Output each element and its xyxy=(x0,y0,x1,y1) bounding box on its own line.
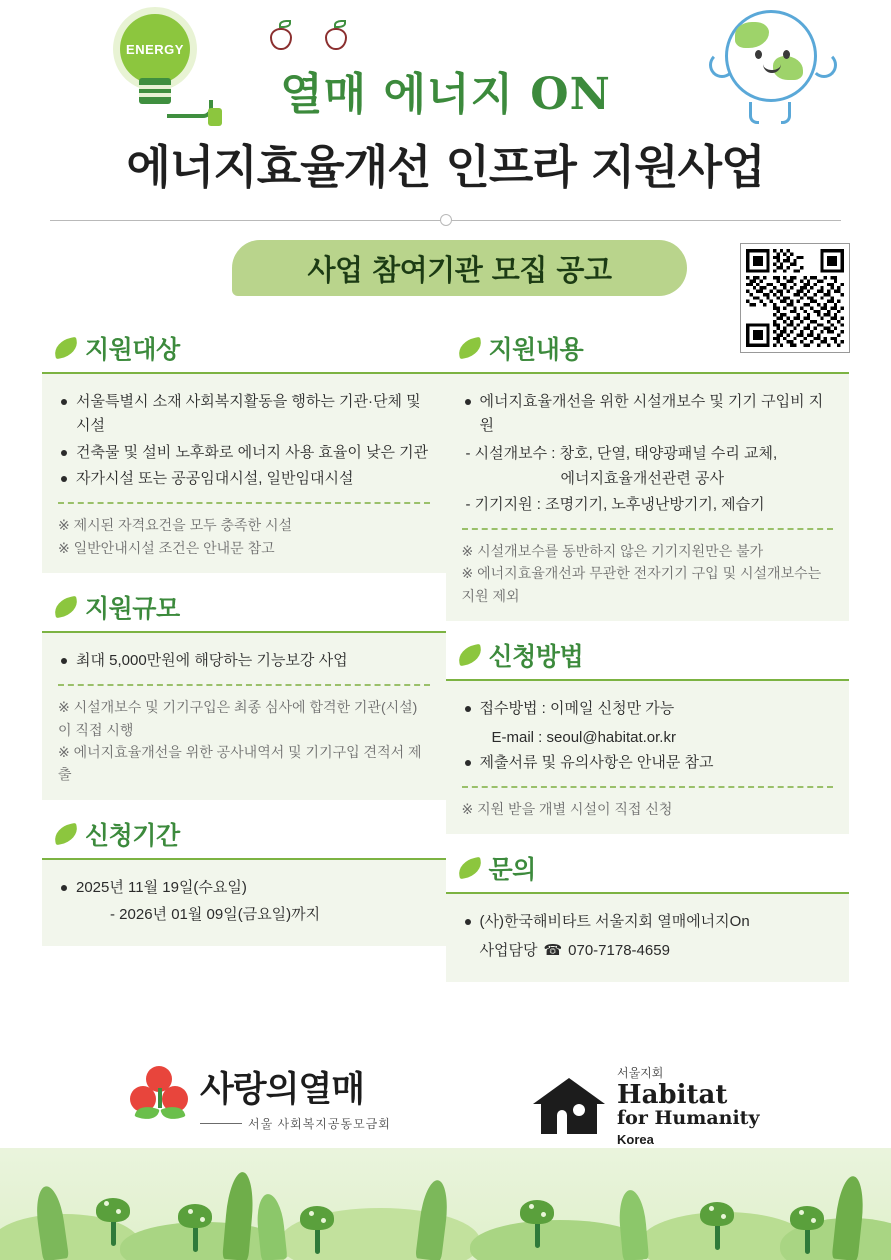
cherry-icon-right xyxy=(325,28,349,52)
list-item: 건축물 및 설비 노후화로 에너지 사용 효율이 낮은 기관 xyxy=(58,441,430,465)
bullet-list xyxy=(462,751,834,775)
habitat-branch: 서울지회 xyxy=(617,1066,664,1080)
bullet-list xyxy=(58,390,430,491)
content-columns xyxy=(0,330,891,998)
section-header xyxy=(42,816,446,852)
left-column xyxy=(42,330,446,998)
bullet-list xyxy=(58,649,430,673)
poster-header xyxy=(0,0,891,215)
support-content-detail-3: - 기기지원 : 조명기기, 노후냉난방기기, 제습기 xyxy=(465,495,765,513)
leaf-icon xyxy=(52,596,79,619)
section-apply-period xyxy=(42,816,446,946)
bottom-foliage-decoration xyxy=(0,1148,891,1260)
phone-icon: ☎ xyxy=(543,941,563,959)
section-inquiry xyxy=(446,850,850,981)
section-body xyxy=(446,892,850,981)
note-line: ※ 제시된 자격요건을 모두 충족한 시설 xyxy=(58,517,293,534)
poster-title-line1: 열매 에너지 ON xyxy=(280,69,611,120)
section-title: 지원내용 xyxy=(488,335,584,364)
section-support-content xyxy=(446,330,850,621)
note-line: ※ 에너지효율개선을 위한 공사내역서 및 기기구입 견적서 제출 xyxy=(58,744,422,783)
announcement-ribbon-label: 사업 참여기관 모집 공고 xyxy=(307,252,612,287)
inquiry-contact-label: 사업담당 xyxy=(479,941,538,959)
sprout-icon xyxy=(96,1200,130,1246)
bullet-list xyxy=(462,697,834,721)
section-header xyxy=(446,850,850,886)
footer-logos xyxy=(0,1062,891,1148)
sprout-icon xyxy=(790,1208,824,1254)
list-item: (사)한국해비타트 서울지회 열매에너지On xyxy=(462,910,834,934)
note-line: ※ 에너지효율개선과 무관한 전자기기 구입 및 시설개보수는 지원 제외 xyxy=(461,565,822,604)
list-item: 서울특별시 소재 사회복지활동을 행하는 기관·단체 및 시설 xyxy=(58,390,430,439)
dashed-separator xyxy=(462,528,834,530)
section-header xyxy=(446,330,850,366)
apply-method-email[interactable]: E-mail : seoul@habitat.or.kr xyxy=(491,728,676,746)
poster-title-line2: 에너지효율개선 인프라 지원사업 xyxy=(126,140,765,194)
habitat-house-icon xyxy=(533,1074,605,1136)
announcement-ribbon xyxy=(232,240,687,296)
section-body xyxy=(42,372,446,573)
leaf-icon xyxy=(456,644,483,667)
habitat-line2: for Humanity xyxy=(617,1107,760,1129)
habitat-line3: Korea xyxy=(617,1131,654,1147)
leaf-icon xyxy=(52,337,79,360)
section-header xyxy=(42,589,446,625)
bullet-list xyxy=(58,876,430,900)
support-content-detail-2: 에너지효율개선관련 공사 xyxy=(560,470,725,488)
section-body xyxy=(42,631,446,800)
section-title: 지원규모 xyxy=(85,593,180,623)
leaf-icon xyxy=(52,823,79,846)
section-support-target xyxy=(42,330,446,573)
section-title: 지원대상 xyxy=(85,335,180,364)
apply-period-end-date: - 2026년 01월 09일(금요일)까지 xyxy=(110,906,321,924)
section-title: 신청기간 xyxy=(85,820,180,850)
logo-habitat xyxy=(533,1064,760,1147)
section-body xyxy=(446,679,850,834)
section-body xyxy=(42,858,446,946)
list-item: 에너지효율개선을 위한 시설개보수 및 기기 구입비 지원 xyxy=(462,390,834,439)
logo-subtitle: 서울 사회복지공동모금회 xyxy=(248,1117,391,1131)
note-line: ※ 시설개보수를 동반하지 않은 기기지원만은 불가 xyxy=(461,543,764,560)
header-divider xyxy=(50,214,841,228)
leaf-icon xyxy=(456,857,483,880)
note-line: ※ 지원 받을 개별 시설이 직접 신청 xyxy=(461,800,673,817)
bullet-list xyxy=(462,910,834,934)
habitat-line1: Habitat xyxy=(617,1080,728,1110)
sprout-icon xyxy=(520,1202,554,1248)
support-content-detail-1: - 시설개보수 : 창호, 단열, 태양광패널 수리 교체, xyxy=(465,444,778,462)
inquiry-phone-number[interactable]: 070-7178-4659 xyxy=(568,941,670,959)
note-line: ※ 일반안내시설 조건은 안내문 참고 xyxy=(58,539,275,556)
leaf-icon xyxy=(456,337,483,360)
section-apply-method xyxy=(446,637,850,834)
note-line: ※ 시설개보수 및 기기구입은 최종 심사에 합격한 기관(시설)이 직접 시행 xyxy=(58,699,418,738)
sprout-icon xyxy=(700,1204,734,1250)
list-item: 2025년 11월 19일(수요일) xyxy=(58,876,430,900)
list-item: 자가시설 또는 공공임대시설, 일반임대시설 xyxy=(58,467,430,491)
cherry-icon-left xyxy=(270,28,294,52)
section-body xyxy=(446,372,850,621)
sprout-icon xyxy=(178,1206,212,1252)
section-title: 문의 xyxy=(488,855,536,885)
logo-community-chest xyxy=(130,1062,391,1132)
section-header xyxy=(446,637,850,673)
section-title: 신청방법 xyxy=(488,642,584,672)
dashed-separator xyxy=(58,502,430,504)
right-column xyxy=(446,330,850,998)
divider-dot-icon xyxy=(440,214,452,226)
list-item: 최대 5,000만원에 해당하는 기능보강 사업 xyxy=(58,649,430,673)
bullet-list xyxy=(462,390,834,439)
sprout-icon xyxy=(300,1208,334,1254)
dashed-separator xyxy=(58,684,430,686)
list-item: 제출서류 및 유의사항은 안내문 참고 xyxy=(462,751,834,775)
logo-name: 사랑의열매 xyxy=(200,1069,365,1110)
dashed-separator xyxy=(462,786,834,788)
section-header xyxy=(42,330,446,366)
list-item: 접수방법 : 이메일 신청만 가능 xyxy=(462,697,834,721)
fruit-of-love-icon xyxy=(130,1066,190,1128)
inquiry-contact-row xyxy=(462,937,834,964)
logo-community-chest-text xyxy=(200,1062,391,1132)
section-support-scale xyxy=(42,589,446,800)
logo-habitat-text xyxy=(617,1064,760,1147)
bulb-label: ENERGY xyxy=(126,41,184,57)
